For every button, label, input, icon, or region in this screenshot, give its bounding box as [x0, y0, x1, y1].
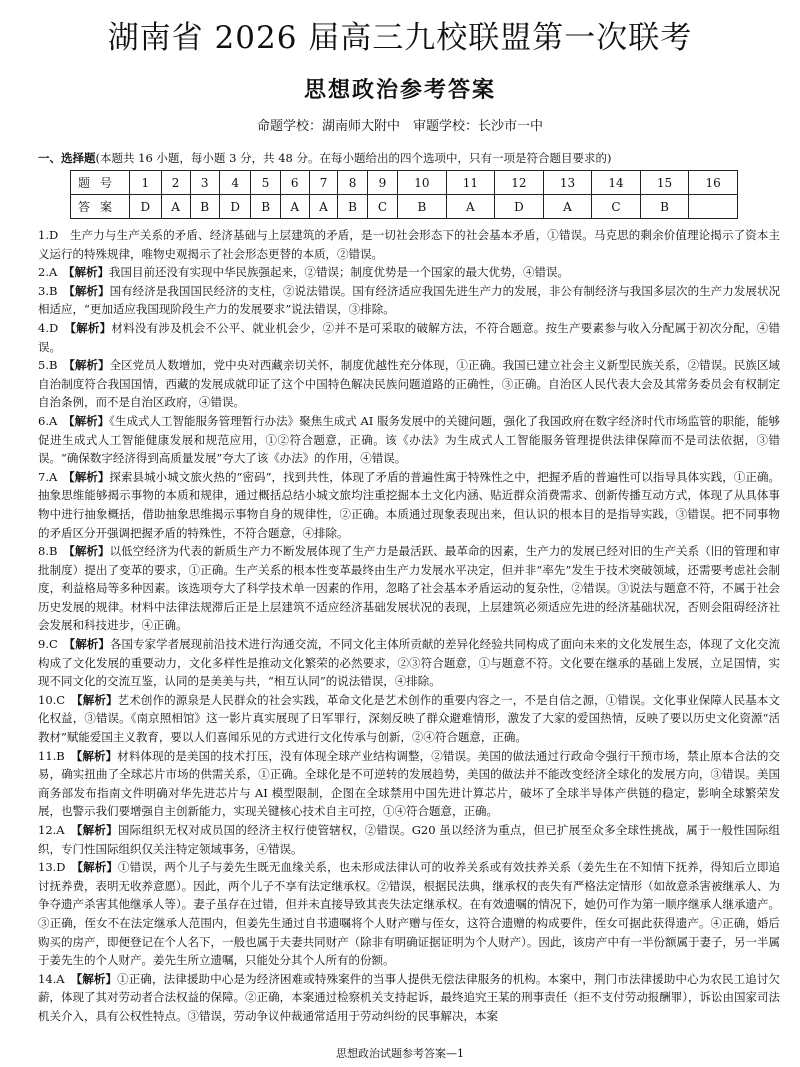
explanation-item: [38, 691, 780, 747]
item-number: 10.C: [38, 692, 66, 707]
item-tag: 【解析】: [76, 748, 118, 763]
item-text: 材料没有涉及机会不公平、就业机会少，②并不是可采取的破解方法，不符合题意。按生产要素参与收入分配属于初次分配，④错误。: [38, 320, 781, 354]
question-number: 10: [398, 171, 447, 195]
item-text: ①正确，法律援助中心是为经济困难或特殊案件的当事人提供无偿法律服务的机构。本案中，荆门市法律援助中心为农民工追讨欠薪，体现了其对劳动者合法权益的保障。②正确，本案通过检察机关支持起诉，最终追究王某的刑事责任（拒不支付劳动报酬罪），诉讼由国家司法机关介入，具有公权性特点。③错误，劳动争议仲裁通常适用于劳动纠纷的民事解决，本案: [38, 971, 781, 1023]
answer-table: [70, 170, 738, 219]
item-number: 14.A: [38, 971, 65, 986]
item-number: 3.B: [38, 283, 58, 298]
question-number: 7: [309, 171, 338, 195]
answer-table-answer-row: [71, 195, 738, 219]
item-number: 5.B: [38, 358, 58, 373]
answer-cell: [689, 195, 738, 219]
answer-table-number-row: [71, 171, 738, 195]
explanation-item: [38, 970, 780, 1026]
item-number: 13.D: [38, 860, 66, 875]
item-tag: 【解析】: [76, 823, 118, 837]
answer-cell: B: [338, 195, 367, 219]
item-text: 材料体现的是美国的技术打压，没有体现全球产业结构调整，②错误。美国的做法通过行政命令强行干预市场，禁止原本合法的交易，确实扭曲了全球芯片市场的供需关系，①正确。全球化是不可逆转的发展趋势，美国的做法并不能改变经济全球化的发展方向，③错误。美国商务部发布指南文件明确对华先进芯片与 AI 模型限制，企图在全球禁用中国先进计算芯片，破坏了全球半导体产供链的稳定，影响全球繁荣发展，也警示我们要增强自主创新能力，实现关键核心技术自主可控，①④符合题意，正确。: [38, 748, 781, 819]
explanation-item: [38, 821, 780, 858]
item-number: 8.B: [38, 544, 58, 559]
question-number: 9: [367, 171, 397, 195]
answer-cell: D: [495, 195, 544, 219]
item-text: 国有经济是我国国民经济的支柱，②说法错误。国有经济适应我国先进生产力的发展，非公有制经济与我国多层次的生产力发展状况相适应，“更加适应我国现阶段生产力的发展要求”说法错误，③排除。: [38, 283, 781, 317]
explanation-item: [38, 412, 780, 468]
item-text: 探索县城小城文旅火热的“密码”，找到共性，体现了矛盾的普遍性寓于特殊性之中，把握矛盾的普遍性可以指导具体实践，①正确。抽象思维能够揭示事物的本质和规律，通过概括总结小城文旅均注重挖掘本土文化内涵、贴近群众消费需求、创新传播互动方式，体现了从具体事物中进行抽象概括，借助抽象思维揭示事物自身的规律性，②正确。本质通过现象表现出来，但认识的根本目的是指导实践，③错误。把不同事物的矛盾区分开强调把握矛盾的特殊性，不符合题意，④排除。: [38, 469, 780, 540]
question-number: 14: [592, 171, 641, 195]
schools-line: 命题学校：湖南师大附中 审题学校：长沙市一中: [256, 119, 543, 134]
question-number: 4: [219, 171, 251, 195]
item-number: 1.D: [38, 228, 59, 242]
question-number: 13: [543, 171, 592, 195]
question-number: 12: [495, 171, 544, 195]
answer-cell: A: [543, 195, 592, 219]
item-tag: 【解析】: [69, 358, 110, 373]
question-number: 15: [640, 171, 689, 195]
question-number: 2: [161, 171, 190, 195]
row-label-answer: 答案: [71, 195, 130, 219]
question-number: 16: [689, 171, 738, 195]
explanation-item: [38, 226, 780, 263]
answer-cell: B: [398, 195, 447, 219]
item-tag: 【解析】: [69, 544, 110, 559]
item-tag: 【解析】: [70, 320, 112, 335]
item-text: 生产力与生产关系的矛盾、经济基础与上层建筑的矛盾，是一切社会形态下的社会基本矛盾，①错误。马克思的剩余价值理论揭示了资本主义运行的特殊规律，唯物史观揭示了社会形态更替的本质，②错误。: [38, 228, 781, 261]
explanation-item: [38, 542, 780, 635]
item-number: 9.C: [38, 637, 58, 652]
answer-cell: A: [280, 195, 309, 219]
answer-cell: A: [446, 195, 495, 219]
answer-cell: A: [161, 195, 190, 219]
item-text: 艺术创作的源泉是人民群众的社会实践，革命文化是艺术创作的重要内容之一，不是自信之源，①错误。文化事业保障人民基本文化权益，③错误。《南京照相馆》这一影片真实展现了日军罪行，深刻反映了群众避难情形，激发了大家的爱国热情，反映了要以历史文化资源“活教材”赋能爱国主义教育，要以人们喜闻乐见的方式进行文化传承与创新，②④符合题意，正确。: [38, 692, 781, 745]
section-heading-desc: (本题共 16 小题，每小题 3 分，共 48 分。在每小题给出的四个选项中，只有一项是符合题目要求的): [95, 151, 612, 165]
question-number: 11: [446, 171, 495, 195]
question-number: 3: [190, 171, 219, 195]
item-text: ①错误，两个儿子与姜先生既无血缘关系，也未形成法律认可的收养关系或有效扶养关系（姜先生在不知情下抚养，得知后立即追讨抚养费，表明无收养意愿）。因此，两个儿子不享有法定继承权。②错误，根据民法典，继承权的丧失有严格法定情形（如故意杀害被继承人、为争夺遗产杀害其他继承人等）。妻子虽存在过错，但并未直接导致其丧失法定继承权。在有效遗嘱的情况下，她仍可作为第一顺序继承人继承遗产。③正确，侄女不在法定继承人范围内，但姜先生通过自书遗嘱将个人财产赠与侄女，这符合遗赠的构成要件，侄女可据此获得遗产。④正确，婚后购买的房产，即便登记在个人名下，一般也属于夫妻共同财产（除非有明确证据证明为个人财产）。因此，该房产中有一半份额属于妻子，另一半属于姜先生的个人财产。姜先生所立遗嘱，只能处分其个人所有的份额。: [38, 860, 780, 968]
question-number: 6: [280, 171, 309, 195]
item-text: 全区党员人数增加，党中央对西藏亲切关怀，制度优越性充分体现，①正确。我国已建立社会主义新型民族关系，②错误。民族区域自治制度符合我国国情，西藏的发展成就印证了这个中国特色解决民族问题道路的正确性，③正确。自治区人民代表大会及其常务委员会有权制定自治条例，而不是自治区政府，④错误。: [38, 358, 781, 410]
question-number: 1: [130, 171, 162, 195]
item-tag: 【解析】: [69, 637, 110, 652]
item-text: 国际组织无权对成员国的经济主权行使管辖权，②错误。G20 虽以经济为重点，但已扩展至众多全球性挑战，属于一般性国际组织，专门性国际组织仅关注特定领域事务，④错误。: [38, 823, 781, 856]
item-text: 《生成式人工智能服务管理暂行办法》聚焦生成式 AI 服务发展中的关键问题，强化了我国政府在数字经济时代市场监管的职能，能够促进生成式人工智能健康发展和规范应用，①②符合题意，正确。该《办法》为生成式人工智能服务管理提供法律保障而不是司法依据，③错误。“确保数字经济得到高质量发展”夸大了该《办法》的作用，④错误。: [38, 413, 781, 466]
item-number: 11.B: [38, 748, 65, 763]
section-heading: [38, 150, 778, 166]
answer-cell: D: [130, 195, 162, 219]
item-tag: 【解析】: [76, 692, 118, 707]
explanation-item: [38, 263, 780, 282]
item-number: 6.A: [38, 413, 58, 428]
item-number: 2.A: [38, 265, 58, 280]
explanation-item: [38, 747, 780, 821]
row-label-number: 题号: [71, 171, 130, 195]
item-tag: 【解析】: [68, 469, 110, 484]
item-tag: 【解析】: [69, 283, 110, 298]
question-number: 5: [251, 171, 280, 195]
explanation-item: [38, 319, 780, 356]
explanation-item: [38, 356, 780, 412]
item-text: 我国目前还没有实现中华民族强起来，②错误；制度优势是一个国家的最大优势，④错误。: [109, 265, 570, 280]
answer-cell: C: [367, 195, 397, 219]
explanation-item: [38, 635, 780, 691]
explanation-item: [38, 858, 780, 970]
item-text: 各国专家学者展现前沿技术进行沟通交流，不同文化主体所贡献的差异化经验共同构成了面向未来的文化发展生态，体现了文化交流构成了文化发展的重要动力，文化多样性是推动文化繁荣的必然要求，②③符合题意，①与题意不符。文化要在继承的基础上发展，立足国情，实现不同文化的交流互鉴，认同的是美美与共，“相互认同”的说法错误，④排除。: [38, 637, 781, 689]
answer-cell: B: [190, 195, 219, 219]
item-number: 4.D: [38, 320, 59, 335]
page-title: 湖南省 2026 届高三九校联盟第一次联考: [107, 20, 693, 56]
page-subtitle: 思想政治参考答案: [303, 77, 496, 103]
answer-cell: C: [592, 195, 641, 219]
item-tag: 【解析】: [68, 265, 110, 280]
answer-cell: B: [640, 195, 689, 219]
explanations: [38, 226, 780, 1026]
explanation-item: [38, 282, 780, 319]
question-number: 8: [338, 171, 367, 195]
answer-cell: A: [309, 195, 338, 219]
answer-cell: B: [251, 195, 280, 219]
item-tag: 【解析】: [77, 860, 118, 875]
answer-cell: D: [219, 195, 251, 219]
section-heading-label: 一、选择题: [38, 151, 96, 165]
explanation-item: [38, 468, 780, 542]
item-tag: 【解析】: [68, 413, 110, 428]
item-text: 以低空经济为代表的新质生产力不断发展体现了生产力是最活跃、最革命的因素，生产力的发展已经对旧的生产关系（旧的管理和审批制度）提出了变革的要求，①正确。生产关系的根本性变革最终由生产力发展水平决定，但并非“率先”发生于技术突破领域，还需要考虑社会制度，利益格局等多种因素。该选项夸大了科学技术单一因素的作用，忽略了社会基本矛盾运动的复杂性，②错误。③说法与题意不符，不属于社会历史发展的规律。材料中法律法规滞后正是上层建筑不适应经济基础发展状况的表现，上层建筑必须适应先进的经济基础状况，否则会阻碍经济社会发展和科技进步，④正确。: [38, 544, 781, 633]
item-tag: 【解析】: [76, 971, 118, 986]
page-footer: 思想政治试题参考答案—1: [336, 1047, 464, 1060]
item-number: 7.A: [38, 469, 58, 484]
item-number: 12.A: [38, 823, 65, 837]
